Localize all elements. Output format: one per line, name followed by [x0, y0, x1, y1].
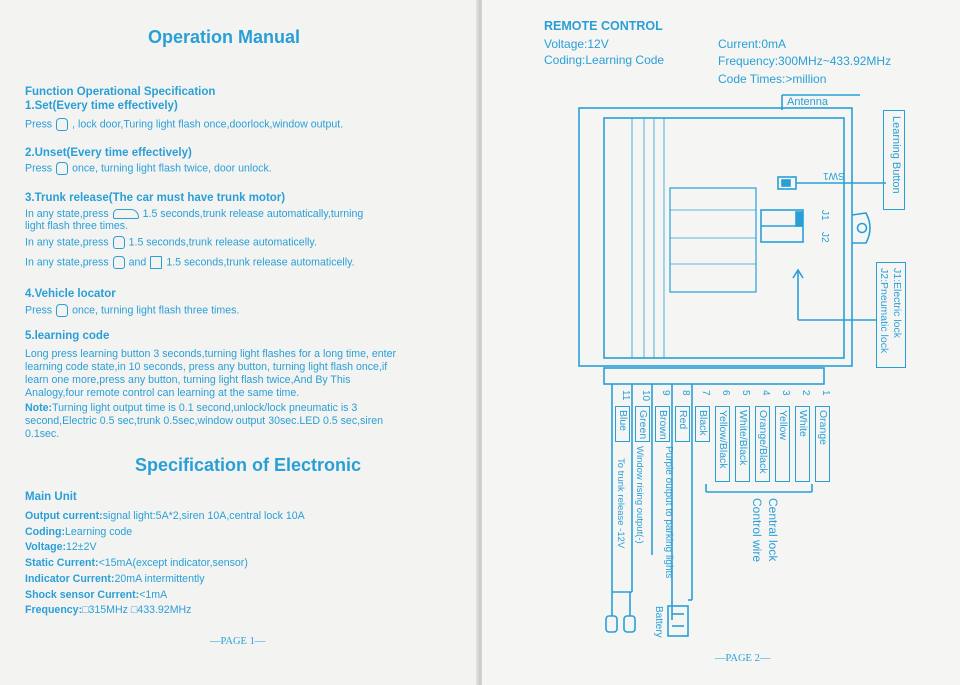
wire-number: 1 [820, 390, 831, 396]
set-text: Press , lock door,Turing light flash once,doorlock,window output. [25, 118, 344, 131]
car-icon [113, 209, 139, 219]
wire-color-label: Green [637, 410, 649, 440]
j1-legend: J1:Electric lock [891, 268, 903, 339]
spec-row: Coding:Learning code [25, 526, 133, 538]
rc-current: Current:0mA [718, 37, 787, 51]
wire-number: 9 [660, 390, 671, 396]
learning-button-label: Learning Button [890, 116, 902, 194]
speaker-mute-icon [150, 256, 162, 269]
learning-line: learn one more,press any button, turning light flash twice,And By This [25, 374, 351, 386]
note-line: Note:Turning light output time is 0.1 second,unlock/lock pneumatic is 3 [25, 402, 358, 414]
trunk-line-1-cont: light flash three times. [25, 220, 129, 232]
learning-line: Long press learning button 3 seconds,turning light flashes for a long time, enter [25, 348, 397, 360]
wire-number: 3 [780, 390, 791, 396]
wire-color-label: Yellow [777, 410, 789, 440]
trunk-line-2: In any state,press 1.5 seconds,trunk release automaticelly. [25, 236, 317, 249]
lock-icon [56, 118, 68, 131]
blue-note: To trunk release -12V [615, 458, 626, 549]
page-number: —PAGE 2— [715, 653, 771, 664]
remote-control-title: REMOTE CONTROL [544, 19, 663, 33]
wire-color-label: Black [697, 410, 709, 436]
set-heading: 1.Set(Every time effectively) [25, 100, 178, 112]
wire-color-label: Brown [657, 410, 669, 440]
j1-label: J1 [819, 210, 830, 221]
lock-icon [56, 304, 68, 317]
wire-color-label: Red [677, 410, 689, 430]
wire-number: 5 [740, 390, 751, 396]
unlock-icon [113, 256, 125, 269]
learning-line: Analogy,four remote control can learning at the same time. [25, 387, 300, 399]
spec-row: Shock sensor Current:<1mA [25, 589, 168, 601]
spec-title: Specification of Electronic [135, 455, 362, 475]
page-title: Operation Manual [148, 27, 301, 47]
function-heading: Function Operational Specification [25, 86, 216, 98]
wire-color-label: Orange/Black [757, 410, 769, 474]
spec-row: Output current:signal light:5A*2,siren 10A,central lock 10A [25, 510, 305, 522]
spec-row: Indicator Current:20mA intermittently [25, 573, 205, 585]
wire-color-label: White [797, 410, 809, 437]
note-line: second,Electric 0.5 sec,trunk 0.5sec,window output 30sec.LED 0.5 sec,siren [25, 415, 384, 427]
rc-code-times: Code Times:>million [718, 72, 827, 86]
unlock-icon [56, 162, 68, 175]
wire-number: 8 [680, 390, 691, 396]
unlock-icon [113, 236, 125, 249]
trunk-line-1: In any state,press 1.5 seconds,trunk release automatically,turning [25, 208, 364, 220]
battery-label: Battery [653, 606, 664, 638]
wire-number: 6 [720, 390, 731, 396]
wire-number: 7 [700, 390, 711, 396]
learning-heading: 5.learning code [25, 330, 110, 342]
control-wire-label: Control wire [750, 498, 764, 563]
note-line: 0.1sec. [25, 428, 60, 440]
learning-line: learning code state,in 10 seconds, press any button, turning light flash once,if [25, 361, 388, 373]
wire-number: 4 [760, 390, 771, 396]
trunk-heading: 3.Trunk release(The car must have trunk motor) [25, 192, 286, 204]
spec-row: Static Current:<15mA(except indicator,sensor) [25, 557, 248, 569]
left-page [0, 0, 478, 685]
antenna-label: Antenna [787, 96, 828, 108]
central-lock-label: Central lock [766, 498, 780, 562]
main-unit-heading: Main Unit [25, 491, 77, 503]
unset-heading: 2.Unset(Every time effectively) [25, 147, 192, 159]
wire-number: 10 [640, 390, 651, 402]
wire-color-label: Orange [817, 410, 829, 446]
sw1-label: SW1 [823, 170, 845, 181]
locator-heading: 4.Vehicle locator [25, 288, 116, 300]
j2-label: J2 [819, 232, 830, 243]
rc-coding: Coding:Learning Code [544, 53, 665, 67]
page-number: —PAGE 1— [210, 636, 266, 647]
wire-number: 11 [620, 390, 631, 401]
trunk-line-3: In any state,press and 1.5 seconds,trunk release automaticelly. [25, 256, 355, 269]
locator-text: Press once, turning light flash three times. [25, 304, 240, 317]
wire-number: 2 [800, 390, 811, 396]
spec-row: Frequency:□315MHz □433.92MHz [25, 604, 192, 616]
unset-text: Press once, turning light flash twice, door unlock. [25, 162, 272, 175]
j2-legend: J2:Pneumatic lock [878, 268, 890, 354]
right-page [482, 0, 960, 685]
rc-frequency: Frequency:300MHz~433.92MHz [718, 54, 892, 68]
green-note: Window rising output(-) [634, 446, 645, 544]
spec-row: Voltage:12±2V [25, 541, 97, 553]
wire-color-label: Blue [617, 410, 629, 432]
wire-color-label: White/Black [737, 410, 749, 466]
wire-color-label: Yellow/Black [717, 410, 729, 469]
brown-note: Purple output to parking lights [663, 446, 674, 579]
rc-voltage: Voltage:12V [544, 37, 609, 51]
